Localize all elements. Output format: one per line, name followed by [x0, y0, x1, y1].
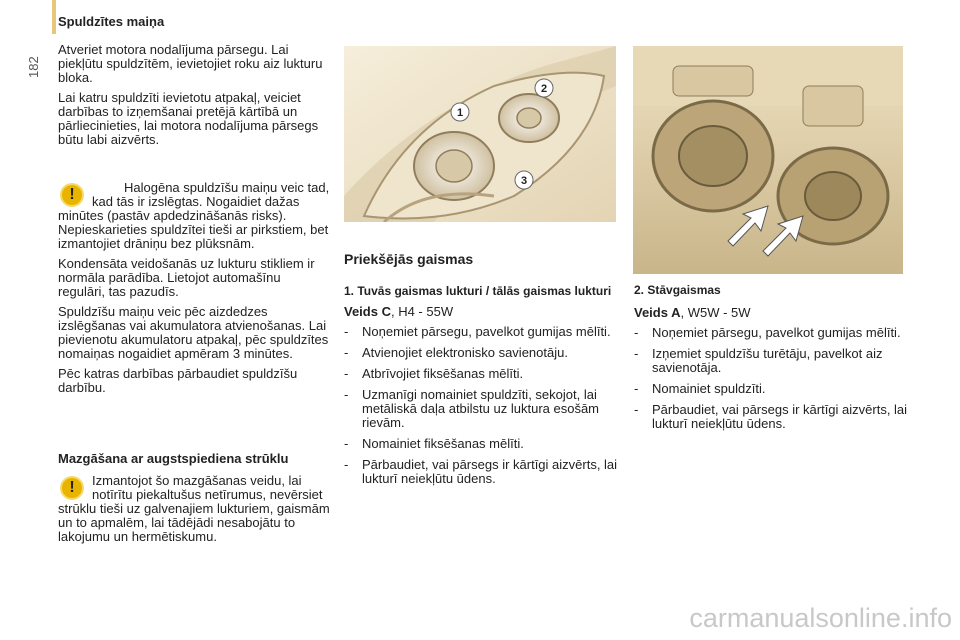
parking-lights-variant: [634, 305, 924, 320]
front-lights-steps: [344, 325, 626, 486]
section-title: Spuldzītes maiņa: [58, 14, 165, 29]
halogen-warning: [58, 181, 330, 401]
warning-paragraph-2: Kondensāta veidošanās uz lukturu stikliem ir normāla parādība. Lietojot automašīnu regulāri, tas pazudīs.: [58, 256, 315, 299]
list-item: - Uzmanīgi nomainiet spuldzīti, sekojot, lai metāliskā daļa atbilstu uz luktura esošām rievām.: [344, 387, 600, 430]
parking-lights-section: [634, 284, 924, 438]
intro-paragraph-1: Atveriet motora nodalījuma pārsegu. Lai piekļūtu spuldzītēm, ievietojiet roku aiz lukturu bloka.: [58, 42, 323, 85]
list-item: - Pārbaudiet, vai pārsegs ir kārtīgi aizvērts, lai lukturī neiekļūtu ūdens.: [344, 457, 618, 486]
variant-value: , W5W - 5W: [680, 305, 751, 320]
washing-section: [58, 452, 330, 550]
figure-label-1: 1: [456, 107, 464, 119]
watermark: carmanualsonline.info: [689, 603, 952, 633]
figure-label-3: 3: [520, 175, 528, 187]
washing-text: Izmantojot šo mazgāšanas veidu, lai notīrītu piekaltušus netīrumus, nevērsiet strūklu tieši uz galvenajiem lukturiem, gaismām un to apmalēm, lai tādējādi nesabojātu to lakojumu un hermētiskumu.: [58, 473, 330, 544]
parking-lights-steps: [634, 326, 924, 431]
exclamation-icon: !: [60, 183, 84, 207]
lamp-rear-figure: [633, 46, 903, 274]
front-lights-title: Priekšējās gaismas: [344, 251, 474, 267]
list-item: - Izņemiet spuldzīšu turētāju, pavelkot aiz savienotāja.: [634, 346, 883, 375]
warning-paragraph-3: Spuldzīšu maiņu veic pēc aizdedzes izslēgšanas vai akumulatora atvienošanas. Lai pievienotu akumulatoru atpakaļ, pēc spuldzītes nomaiņas nogaidiet apmēram 3 minūtes.: [58, 304, 329, 361]
header-accent-bar: [52, 0, 56, 34]
list-item: - Atvienojiet elektronisko savienotāju.: [344, 345, 568, 360]
headlamp-figure: [344, 46, 616, 222]
warning-paragraph-4: Pēc katras darbības pārbaudiet spuldzīšu darbību.: [58, 366, 298, 395]
variant-label: Veids C: [344, 304, 391, 319]
variant-value: , H4 - 55W: [390, 304, 454, 319]
low-high-beam-variant: [344, 304, 626, 319]
list-item: - Atbrīvojiet fiksēšanas mēlīti.: [344, 366, 524, 381]
parking-lights-title: 2. Stāvgaismas: [634, 283, 721, 297]
low-high-beam-title: 1. Tuvās gaismas lukturi / tālās gaismas lukturi: [344, 284, 612, 298]
list-item: - Nomainiet spuldzīti.: [634, 381, 766, 396]
intro-text: [58, 43, 330, 153]
page-number: 182: [26, 56, 41, 78]
list-item: - Nomainiet fiksēšanas mēlīti.: [344, 436, 524, 451]
exclamation-icon: !: [60, 476, 84, 500]
variant-label: Veids A: [634, 305, 681, 320]
intro-paragraph-2: Lai katru spuldzīti ievietotu atpakaļ, veiciet darbības to izņemšanai pretējā kārtībā un pārliecinieties, lai motora nodalījuma pārsegs būtu labi aizvērts.: [58, 90, 319, 147]
washing-title: Mazgāšana ar augstspiediena strūklu: [58, 451, 289, 466]
warning-paragraph-1: Halogēna spuldzīšu maiņu veic tad, kad tās ir izslēgtas. Nogaidiet dažas minūtes (pastāv apdedzināšanās risks). Nepieskarieties spuldzītei tieši ar pirkstiem, bet izmantojiet drāniņu bez plūksnām.: [58, 180, 330, 251]
figure-label-2: 2: [540, 83, 548, 95]
list-item: - Noņemiet pārsegu, pavelkot gumijas mēlīti.: [634, 325, 901, 340]
list-item: - Noņemiet pārsegu, pavelkot gumijas mēlīti.: [344, 324, 611, 339]
front-lights-section: [344, 251, 626, 493]
list-item: - Pārbaudiet, vai pārsegs ir kārtīgi aizvērts, lai lukturī neiekļūtu ūdens.: [634, 402, 908, 431]
